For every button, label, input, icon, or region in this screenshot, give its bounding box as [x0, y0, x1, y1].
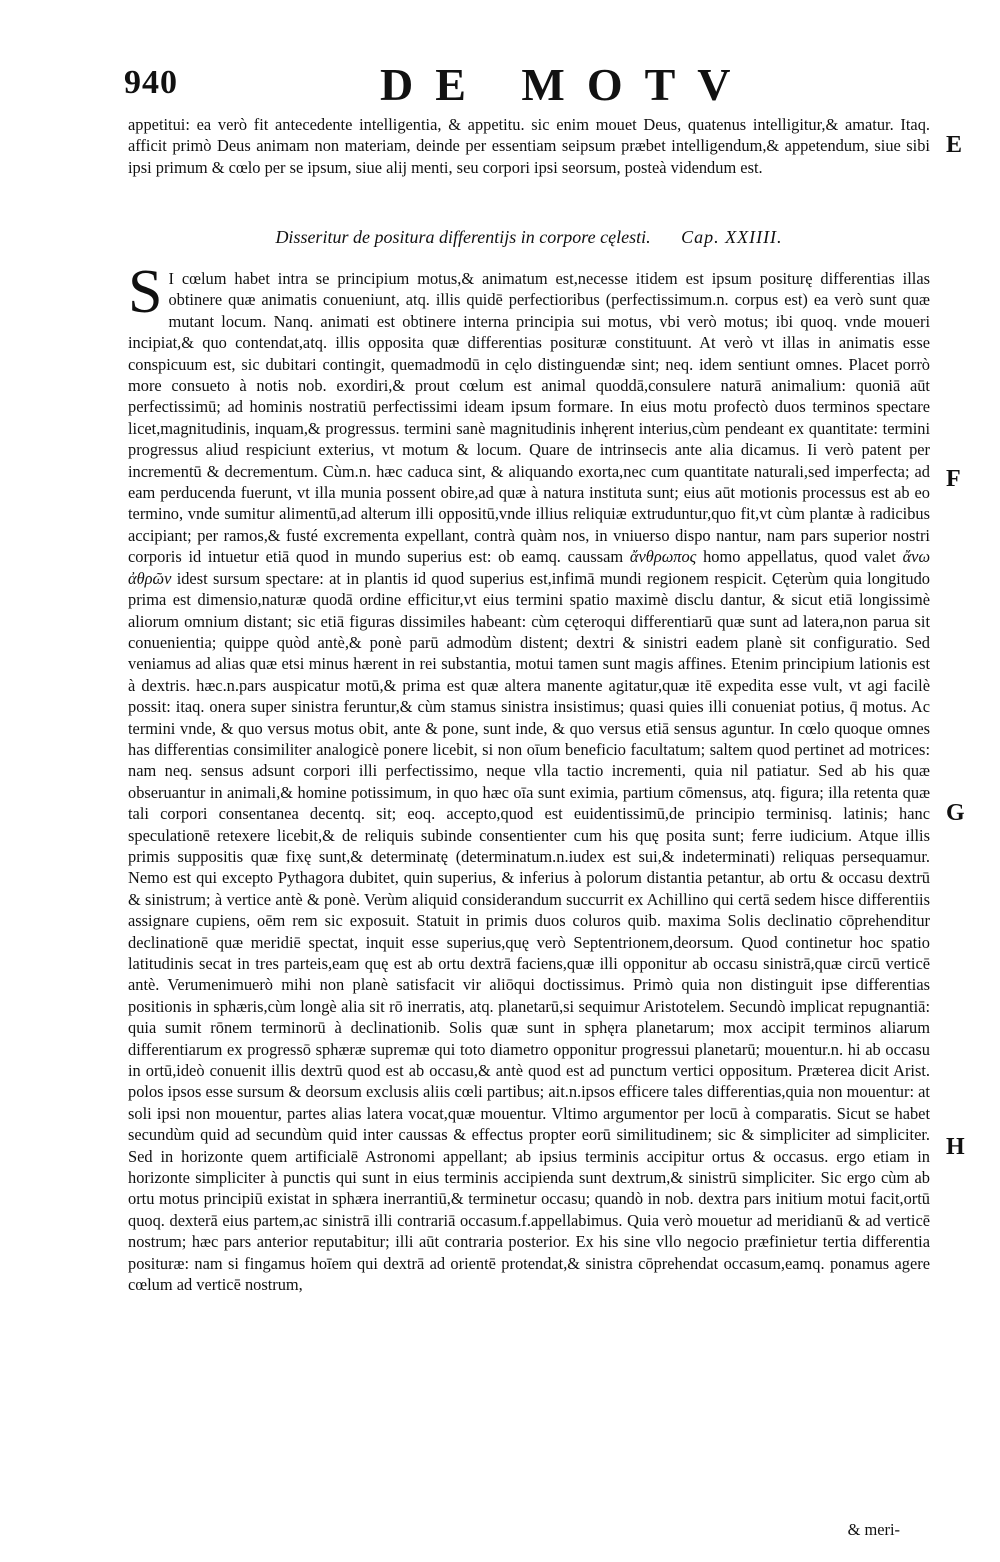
body-text-part-b: homo appellatus, quod valet [703, 547, 896, 567]
margin-letter-h: H [946, 1134, 965, 1160]
margin-letter-e: E [946, 132, 963, 158]
chapter-title: Disseritur de positura differentijs in corpore cęlesti. [275, 227, 651, 247]
intro-paragraph: appetitui: ea verò fit antecedente intelligentia, & appetitu. sic enim mouet Deus, quatenus intelligitur,& amatur. Itaq. afficit primò Deus animam non materiam, deinde per essentiam seipsum præbet intelligendum,& appetendum, siue sibi ipsi primum & cœlo per se ipsum, siue alij menti, seu corpori ipsi seorsum, posteà videndum est. [128, 115, 930, 177]
running-head: DE MOTV [380, 59, 753, 110]
greek-word-ano-athron: ἄνω ἀθρῶν [128, 547, 931, 588]
chapter-heading [128, 227, 930, 248]
catchword: & meri- [847, 1520, 900, 1539]
body-text-part-c: idest sursum spectare: at in plantis id quod superius est,infimā mundi regionem respicit. Cęterùm quia longitudo prima est dimensio,naturæ quodā ordine efficitur,vt eius termini spatio maximè disclu dantur, & sicut etiā longissimè aliorum omnium distant; sic etiā figuras dissimiles habeant: cùm cęteroqui differentiarū quæ sunt ad latera,non parua sit conuenientia; quippe quòd antè,& ponè parū admodùm distent; dextri & sinistri eadem planè sit configuratio. Sed veniamus ad alias quæ etsi minus hærent in rei substantia, motui tamen sunt magis affines. Etenim principium lationis est à dextris. hæc.n.pars auspicatur motū,& prima est quæ altera manente agitatur,quæ itē expedita esse vult, vt agi facilè possit: itaq. onera super sinistra feruntur,& cùm stamus sinistra insistimus; quasi quies illi conueniat potius, q̄ motus. Ac termini vnde, & quo versus motus obit, ante & pone, sunt inde, & quo versus etiā sensus aguntur. In cœlo quoque omnes has differentias consimiliter analogicè ponere licebit, si non oīum beneficio facultatum; saltem quod pertinet ad motrices: nam neq. sensus adsunt corpori illi perfectissimo, neque vlla tactio incrementi, quia nil patiatur. Sed ab his quæ obseruantur in animali,& homine potissimum, in quo hæc oīa sunt eximia, partium cōmensus, atq. figura; illa retenta quæ tali corpori consentanea decentq. sit; eoq. accepto,quod est euidentissimū,de principio terminisq. latinis; hanc speculationē retexere licebit,& de reliquis subinde consentienter cum his quę posita sunt; ferre iudicium. Atque illis primis suppositis quæ fixę sunt,& determinatę (determinatum.n.iudex est sui,& indeterminati) reliquas persequamur. Nemo est qui excepto Pythagora dubitet, quin superius, & inferius à polorum distantia petantur, ab ortu & occasu dextrū & sinistrum; à vertice antè & ponè. Verùm aliquid considerandum succurrit ex Achillino qui certā sedem hisce differentiis assignare cupiens, oēm rem sic exposuit. Statuit in primis duos coluros quib. maxima Solis declinatio cōprehenditur declinationē quæ meridiē spectat, inquit esse superius,quę verò Septentrionem,deorsum. Quod continetur hoc spatio latitudinis secat in tres parteis,eam quę est ab ortu dextrā faciens,quæ illi opponitur ab occasu sinistrā,quæ circū verticē antè. Verumenimuerò mihi non planè satisfacit vir aliōqui doctissimus. Primò quia non distinguit ipse differentias positionis in sphæris,cùm longè alia sit rō inerratis, atq. planetarū,si sequimur Aristotelem. Secundò implicat repugnantiā: quia sumit rōnem terminorū à declinationib. Solis quæ sunt in sphęra planetarum; mox accipit terminos aliarum differentiarum ex progressō sphæræ supremæ qui toto diametro opponitur progressui planetarū; mouentur.n. hi ab occasu in ortū,ideò conuenit illis dextrū quod est ab occasu,& antè quod est ad punctum vertici oppositum. Præterea dicit Arist. polos ipsos esse sursum & deorsum exclusis aliis cœli partibus; ait.n.ipsos efficere tales differentias,quia non mouentur: at soli ipsi non mouentur, partes alias latera vocat,quæ mouentur. Vltimo argumentor per locū à comparatis. Sicut se habet secundùm quid ad secundùm quid inter caussas & effectus propter eorū similitudinem; sic & simpliciter ad simpliciter. Sed in horizonte quem artificialē Astronomi appellant; ab ipsius terminis accipitur ortus & occasus. ergo etiam in horizonte simpliciter à punctis qui sunt in eius terminis accipienda sunt dextrum,& sinistrū simpliciter. Sic ergo cùm ab ortu motus principiū existat in sphæra inerrantiū,& terminetur occasu; quandò in nob. dextra pars initium motui facit,ortū quoq. dexterā eius partem,ac sinistrā illi contrariā occasum.f.appellabimus. Quia verò mouetur ad meridianū & ad verticē nostrum; hæc pars anterior reputabitur; illi aūt contraria posterior. Ex his sine vllo negocio præfinietur tertia differentia posituræ: nam si fingamus hoīem qui dextrā ad orientē protendat,& sinistra cōprehendat occasum,eamq. ponamus agere cœlum ad verticē nostrum, [128, 568, 930, 1295]
greek-word-anthropos: ἄνθρωπος [629, 547, 697, 567]
chapter-label: Cap. XXIIII. [681, 227, 783, 247]
body-text-part-a: I cœlum habet intra se principium motus,& animatum est,necesse itidem est ipsum positurę differentias illas obtinere quæ animatis conueniunt, atq. illis quidē perfectioribus (perfectissimum.n. corpus est) ea verò sunt quæ mutant locum. Nanq. animati est obtinere interna principia sui motus, vbi verò motus; ibi quoq. vnde moueri incipiat,& quo contendat,atq. illis opposita quæ differentias posituræ constituunt. At verò vt illas in animatis esse conspicuum est, sic dubitari contingit, quemadmodū in cęlo distinguendæ sint; neq. idem sentiunt omnes. Placet porrò more consueto à notis nob. exordiri,& prout cœlum est animal quoddā,consulere naturā animalium: quoniā aūt perfectissimū; ad hominis nostratiū perfectissimi ideam ipsum formare. In eius motu profectò duos terminos spectare licet,magnitudinis, inquam,& progressus. termini sanè magnitudinis inhęrent interius,cùm pendeant ex quantitate: termini progressus aliud respiciunt exterius, vt motum & locum. Quare de intrinsecis ante alia dicamus. Ii verò patent per incrementū & decrementum. Cùm.n. hæc caduca sint, & aliquando exorta,nec cum quantitate naturali,sed imperfecta; ad eam perducenda fuerunt, vt illa munia possent obire,ad quæ à natura instituta sunt; eius aūt motionis processus est ab eo termino, vnde sumitur alimentū,ad alterum illi oppositū,vnde illius reliquiæ extruduntur,quo fit,vt cùm plantæ à radicibus accipiant; per ramos,& fusté excrementa expellant, contrà quàm nos, in vniuerso dispo nantur, nam pars superior nostri corporis id intuetur etiā quod in mundo superius est: ob eamq. caussam [128, 269, 930, 567]
margin-letter-f: F [946, 466, 961, 492]
body-text [128, 258, 931, 1296]
drop-cap: S [128, 258, 163, 326]
margin-letter-g: G [946, 800, 965, 826]
page-number: 940 [124, 64, 178, 101]
